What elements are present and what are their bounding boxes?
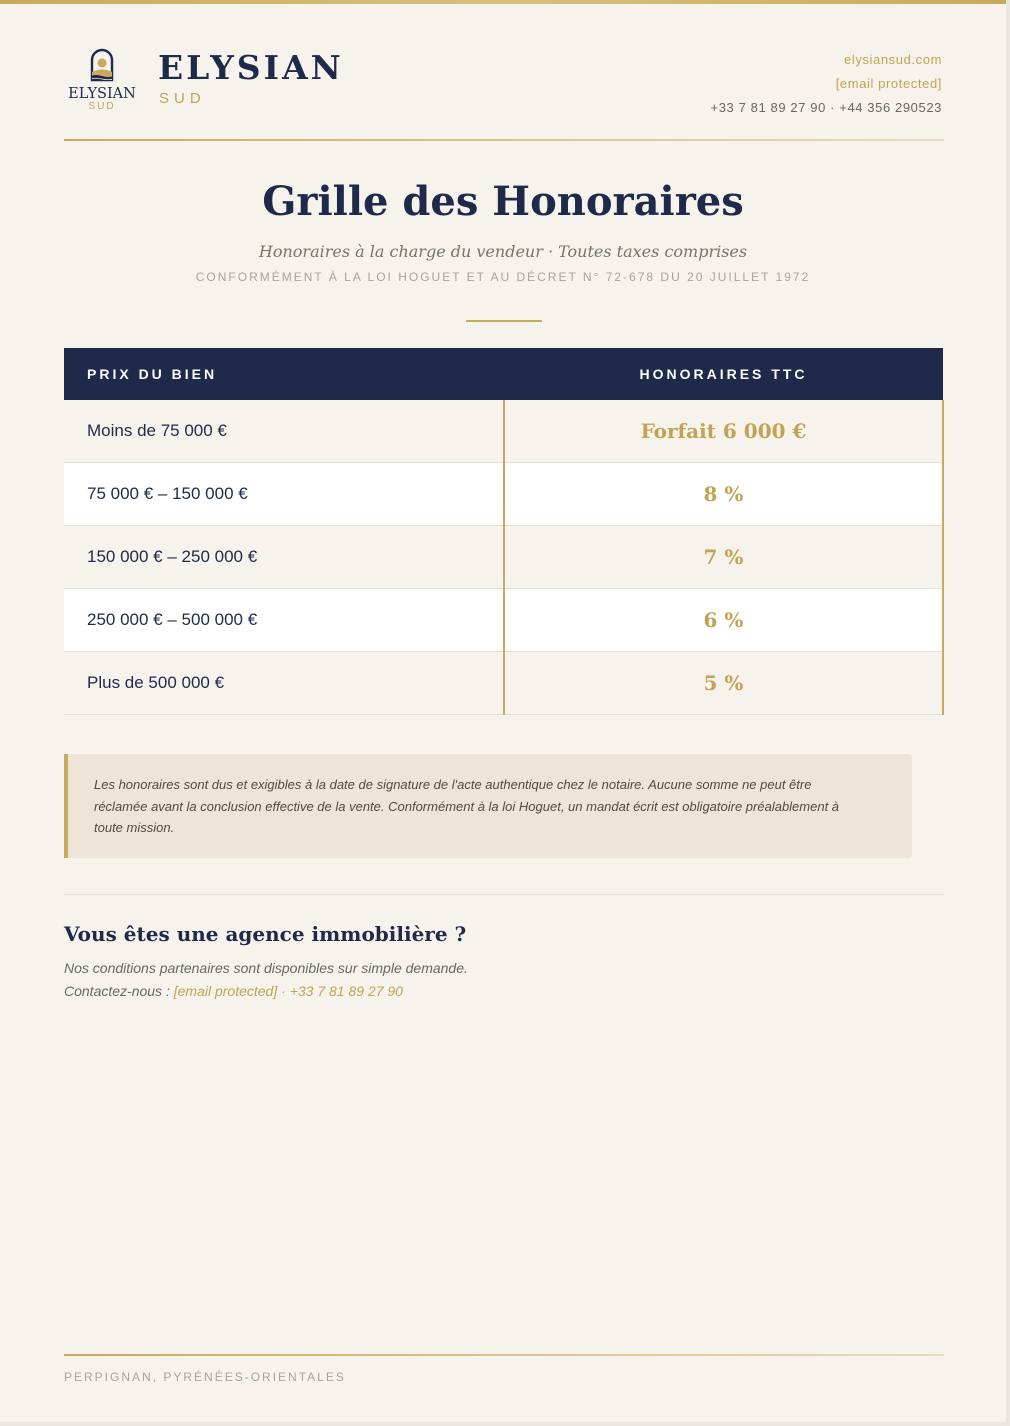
header-contact — [711, 48, 942, 120]
price-cell: 250 000 € – 500 000 € — [64, 589, 504, 652]
table-row — [64, 400, 943, 463]
fee-cell: 7 % — [504, 526, 943, 589]
payment-note — [64, 754, 912, 858]
column-header-price: PRIX DU BIEN — [64, 348, 504, 400]
price-cell: 150 000 € – 250 000 € — [64, 526, 504, 589]
legal-reference: CONFORMÉMENT À LA LOI HOGUET ET AU DÉCRET N° 72-678 DU 20 JUILLET 1972 — [195, 270, 811, 284]
table-row — [64, 526, 943, 589]
contact-prefix: Contactez-nous : — [64, 983, 174, 999]
agency-contact-line — [64, 983, 403, 999]
agency-phone-link[interactable]: +33 7 81 89 27 90 — [289, 983, 403, 999]
price-cell: 75 000 € – 150 000 € — [64, 463, 504, 526]
note-line: Les honoraires sont dus et exigibles à la date de signature de l'acte authentique chez le notaire. Aucune somme ne peut être — [94, 777, 812, 792]
footer-location: PERPIGNAN, PYRÉNÉES-ORIENTALES — [64, 1370, 346, 1384]
section-divider — [64, 894, 944, 895]
table-header-row — [64, 348, 943, 400]
logo-subtext: SUD — [88, 101, 116, 112]
note-line: toute mission. — [94, 820, 175, 835]
agency-section-title: Vous êtes une agence immobilière ? — [64, 922, 467, 946]
price-cell: Plus de 500 000 € — [64, 652, 504, 715]
brand-subtitle: SUD — [159, 90, 206, 107]
header-divider — [64, 139, 944, 141]
agency-email-link[interactable]: [email protected] — [173, 983, 278, 999]
page-title: Grille des Honoraires — [262, 178, 744, 225]
footer-divider — [64, 1354, 944, 1356]
title-divider — [466, 320, 542, 322]
website-link[interactable]: elysiansud.com — [844, 52, 942, 67]
table-row — [64, 463, 943, 526]
contact-separator: · — [277, 983, 290, 999]
email-link[interactable]: [email protected] — [835, 76, 942, 91]
price-cell: Moins de 75 000 € — [64, 400, 504, 463]
phone-numbers: +33 7 81 89 27 90 · +44 356 290523 — [710, 100, 942, 115]
fee-table — [64, 348, 944, 715]
logo-text: ELYSIAN — [68, 86, 136, 102]
top-accent-bar — [0, 0, 1006, 4]
agency-conditions-text: Nos conditions partenaires sont disponibles sur simple demande. — [64, 960, 468, 976]
column-header-fee: HONORAIRES TTC — [504, 348, 943, 400]
fee-cell: 6 % — [504, 589, 943, 652]
brand-name: ELYSIAN — [158, 48, 344, 87]
note-line: réclamée avant la conclusion effective de la vente. Conformément à la loi Hoguet, un mandat écrit est obligatoire préalablement à — [94, 798, 840, 814]
page-subtitle: Honoraires à la charge du vendeur · Toutes taxes comprises — [258, 242, 748, 261]
table-row — [64, 589, 943, 652]
table-row — [64, 652, 943, 715]
fee-cell: 8 % — [504, 463, 943, 526]
brand-logo-icon — [66, 46, 138, 114]
fee-cell: Forfait 6 000 € — [504, 400, 943, 463]
fee-cell: 5 % — [504, 652, 943, 715]
